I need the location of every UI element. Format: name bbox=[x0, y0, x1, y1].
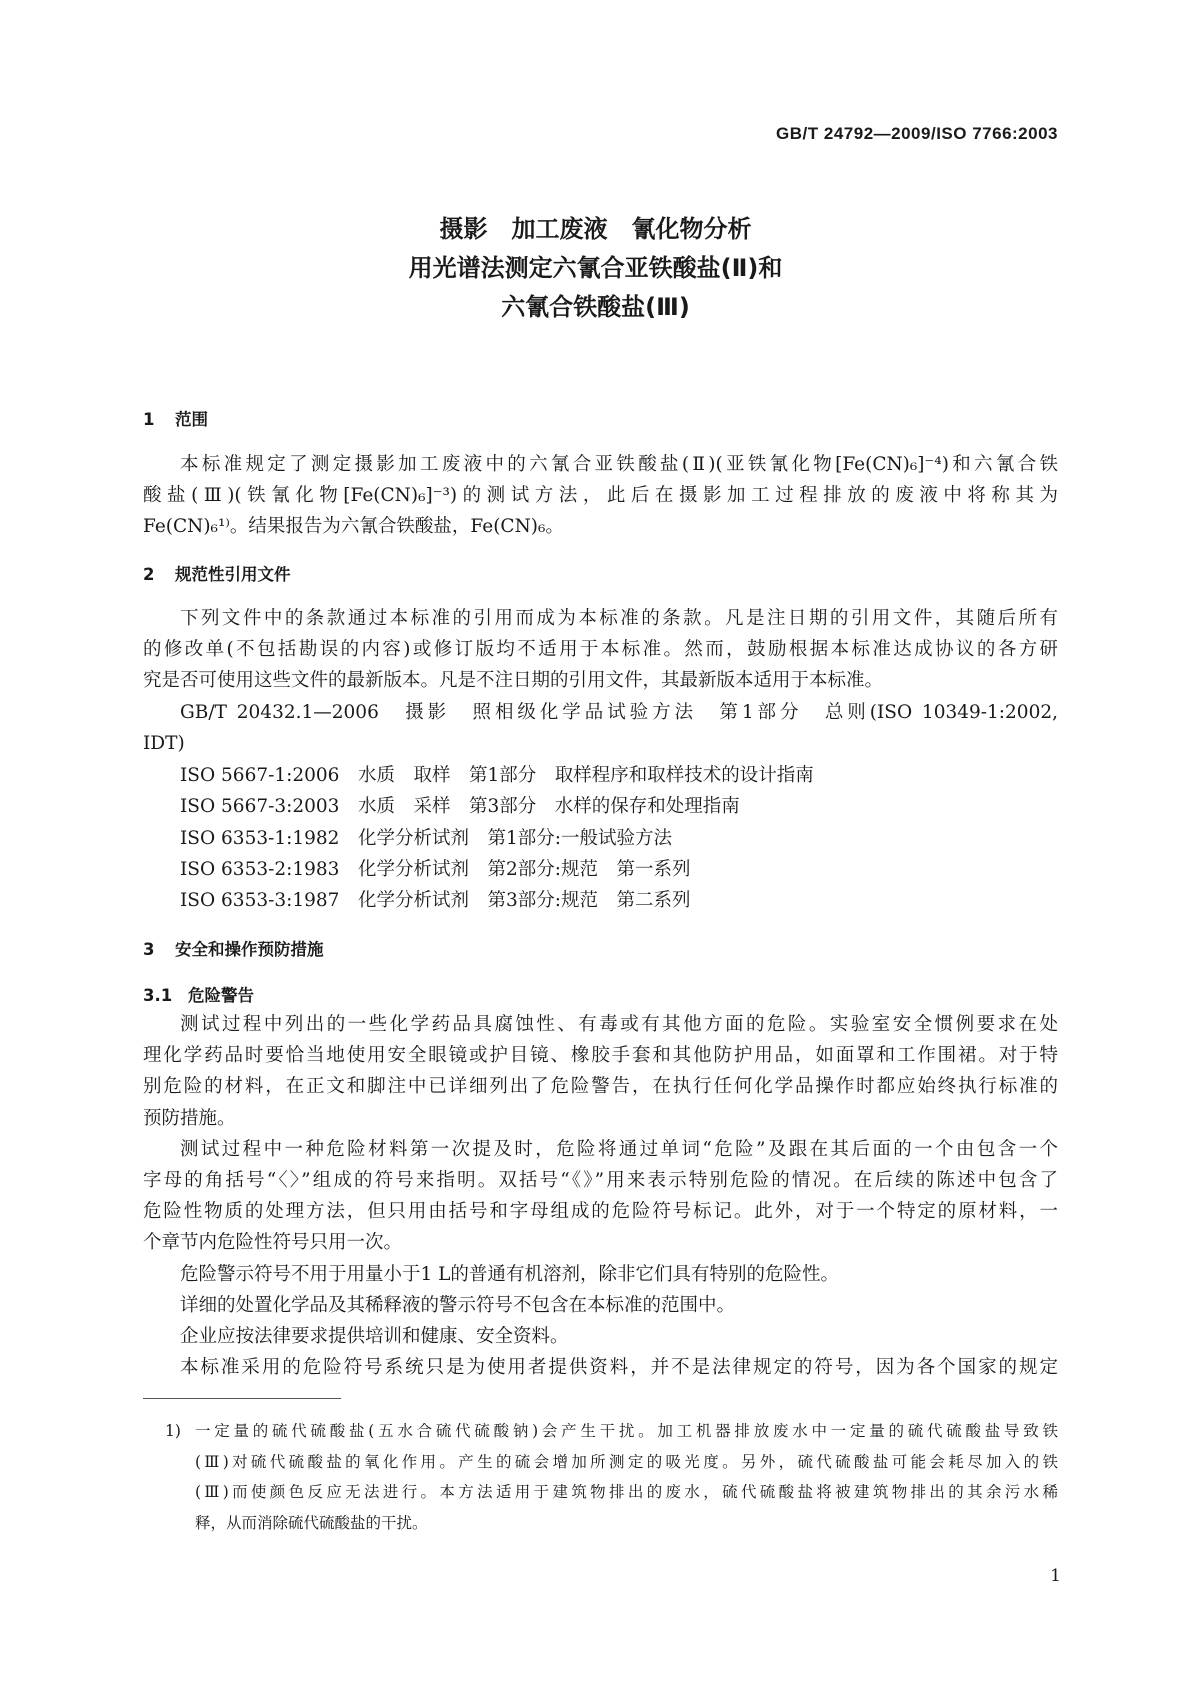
text-line: 个章节内危险性符号只用一次。 bbox=[143, 1232, 403, 1254]
reference-item-cont: IDT) bbox=[143, 732, 185, 754]
section-3-1-heading bbox=[143, 982, 254, 1006]
text-line: 详细的处置化学品及其稀释液的警示符号不包含在本标准的范围中。 bbox=[180, 1294, 736, 1316]
title-line: 用光谱法测定六氰合亚铁酸盐(Ⅱ)和 bbox=[408, 254, 783, 282]
reference-item: ISO 6353-2:1983 化学分析试剂 第2部分:规范 第一系列 bbox=[180, 858, 691, 880]
reference-item: ISO 6353-3:1987 化学分析试剂 第3部分:规范 第二系列 bbox=[180, 890, 691, 912]
text-line: 理化学药品时要恰当地使用安全眼镜或护目镜、橡胶手套和其他防护用品，如面罩和工作围裙。对于特 bbox=[143, 1045, 1058, 1067]
section-number: 3.1 bbox=[143, 986, 173, 1005]
text-line: 企业应按法律要求提供培训和健康、安全资料。 bbox=[180, 1326, 569, 1348]
reference-item: ISO 5667-1:2006 水质 取样 第1部分 取样程序和取样技术的设计指南 bbox=[180, 765, 814, 786]
text-line: 危险性物质的处理方法，但只用由括号和字母组成的危险符号标记。此外，对于一个特定的原材料，一 bbox=[143, 1201, 1058, 1223]
reference-item: ISO 6353-1:1982 化学分析试剂 第1部分:一般试验方法 bbox=[180, 827, 672, 849]
text-line: 究是否可使用这些文件的最新版本。凡是不注日期的引用文件，其最新版本适用于本标准。 bbox=[143, 670, 884, 692]
section-1-heading bbox=[143, 406, 208, 430]
section-3-heading bbox=[143, 936, 324, 960]
text-line: Fe(CN)₆¹⁾。结果报告为六氰合铁酸盐，Fe(CN)₆。 bbox=[143, 516, 564, 538]
title-line: 摄影 加工废液 氰化物分析 bbox=[439, 215, 752, 243]
title-line: 六氰合铁酸盐(Ⅲ) bbox=[501, 293, 690, 321]
text-line: 测试过程中列出的一些化学药品具腐蚀性、有毒或有其他方面的危险。实验室安全惯例要求在处 bbox=[180, 1014, 1058, 1035]
text-line: 危险警示符号不用于用量小于1 L的普通有机溶剂，除非它们具有特别的危险性。 bbox=[180, 1263, 839, 1285]
text-line: 下列文件中的条款通过本标准的引用而成为本标准的条款。凡是注日期的引用文件，其随后所有 bbox=[180, 608, 1058, 629]
text-line: 本标准规定了测定摄影加工废液中的六氰合亚铁酸盐(Ⅱ)(亚铁氰化物[Fe(CN)₆]⁻⁴)和六氰合铁 bbox=[180, 454, 1058, 475]
section-number: 2 bbox=[143, 565, 155, 584]
section-title: 安全和操作预防措施 bbox=[175, 940, 324, 959]
reference-item: ISO 5667-3:2003 水质 采样 第3部分 水样的保存和处理指南 bbox=[180, 796, 740, 818]
text-line: 酸盐(Ⅲ)(铁氰化物[Fe(CN)₆]⁻³)的测试方法，此后在摄影加工过程排放的废液中将称其为 bbox=[143, 485, 1058, 507]
text-line: 本标准采用的危险符号系统只是为使用者提供资料，并不是法律规定的符号，因为各个国家的规定 bbox=[180, 1357, 1058, 1379]
text-line: 的修改单(不包括勘误的内容)或修订版均不适用于本标准。然而，鼓励根据本标准达成协议的各方研 bbox=[143, 639, 1058, 661]
text-line: 别危险的材料，在正文和脚注中已详细列出了危险警告，在执行任何化学品操作时都应始终执行标准的 bbox=[143, 1076, 1058, 1098]
page-number: 1 bbox=[1050, 1566, 1061, 1586]
section-number: 1 bbox=[143, 410, 155, 429]
reference-list bbox=[180, 760, 814, 916]
standard-number-header: GB/T 24792—2009/ISO 7766:2003 bbox=[776, 124, 1058, 143]
text-line: 预防措施。 bbox=[143, 1107, 236, 1129]
document-title bbox=[0, 210, 1191, 327]
text-line: 测试过程中一种危险材料第一次提及时，危险将通过单词“危险”及跟在其后面的一个由包含一个 bbox=[180, 1138, 1058, 1160]
footnote-line: (Ⅲ)而使颜色反应无法进行。本方法适用于建筑物排出的废水，硫代硫酸盐将被建筑物排出的其余污水稀 bbox=[195, 1483, 1058, 1501]
text-line: 字母的角括号“〈〉”组成的符号来指明。双括号“《》”用来表示特别危险的情况。在后续的陈述中包含了 bbox=[143, 1170, 1058, 1192]
footnote-marker: 1) bbox=[165, 1422, 181, 1440]
section-2-heading bbox=[143, 561, 291, 585]
section-1-paragraph bbox=[143, 449, 1058, 543]
section-title: 范围 bbox=[175, 410, 208, 429]
section-number: 3 bbox=[143, 940, 155, 959]
footnote-line: (Ⅲ)对硫代硫酸盐的氧化作用。产生的硫会增加所测定的吸光度。另外，硫代硫酸盐可能会耗尽加入的铁 bbox=[195, 1452, 1058, 1471]
section-2-paragraph bbox=[143, 603, 1058, 759]
section-title: 危险警告 bbox=[188, 986, 254, 1005]
footnote-divider bbox=[143, 1398, 341, 1399]
footnote-line: 一定量的硫代硫酸盐(五水合硫代硫酸钠)会产生干扰。加工机器排放废水中一定量的硫代硫酸盐导致铁 bbox=[195, 1422, 1058, 1440]
reference-item: GB/T 20432.1—2006 摄影 照相级化学品试验方法 第1部分 总则(ISO 10349-1:2002, bbox=[180, 701, 1058, 723]
footnote-line: 释，从而消除硫代硫酸盐的干扰。 bbox=[195, 1513, 428, 1532]
section-3-1-body bbox=[143, 1009, 1058, 1383]
footnote bbox=[143, 1416, 1058, 1538]
section-title: 规范性引用文件 bbox=[175, 565, 291, 584]
